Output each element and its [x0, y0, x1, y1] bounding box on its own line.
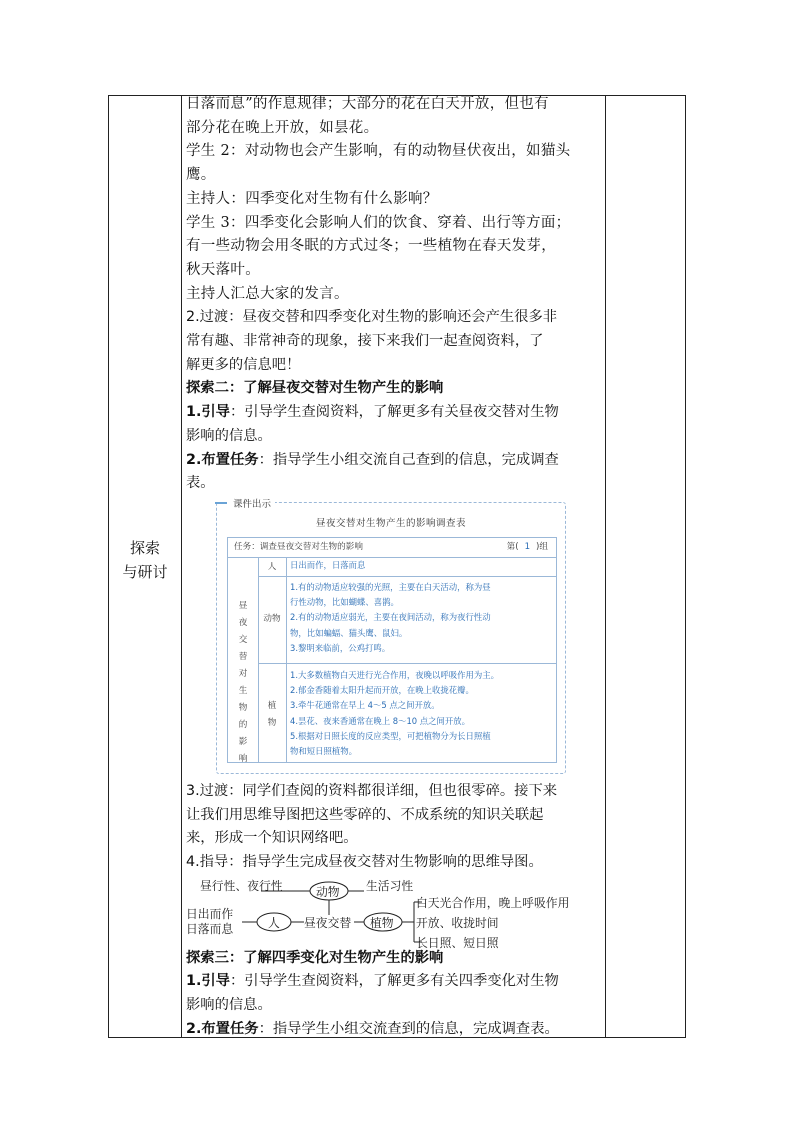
card-tag: 课件出示 [229, 496, 275, 510]
text-line: 2.过渡：昼夜交替和四季变化对生物的影响还会产生很多非 [186, 309, 558, 326]
person-left-label: 日出而作 日落而息 [186, 906, 234, 936]
text-line: 来，形成一个知识网络吧。 [186, 830, 358, 847]
plant-item: 白天光合作用，晚上呼吸作用 [416, 895, 570, 910]
animal-cell: 1.有的动物适应较强的光照，主要在白天活动，称为昼 行性动物，比如蝴蝶、喜鹊。 2.有的动物适应弱光，主要在夜间活动，称为夜行性动 物，比如蝙蝠、猫头鹰、鼠妇。 3.黎明来临前，公鸡打鸣。 [290, 581, 491, 653]
animal-label: 动物 [263, 613, 281, 624]
person-node: 人 [268, 915, 280, 930]
grid-line [286, 557, 287, 762]
text-line: 主持人：四季变化对生物有什么影响？ [186, 190, 438, 207]
section-content [186, 93, 598, 1042]
text-line: 常有趣、非常神奇的现象，接下来我们一起查阅资料，了 [186, 333, 544, 350]
section-label: 探索 与研讨 [122, 539, 168, 581]
text-line: 3.过渡：同学们查阅的资料都很详细，但也很零碎。接下来 [186, 782, 558, 799]
animal-left-label: 昼行性、夜行性 [200, 878, 283, 893]
card-title: 昼夜交替对生物产生的影响调查表 [315, 517, 466, 529]
plant-label: 植 物 [267, 700, 277, 728]
person-cell: 日出而作，日落而息 [290, 559, 366, 570]
plant-item: 开放、收拢时间 [416, 915, 499, 930]
survey-table [227, 537, 557, 763]
plant-cell: 1.大多数植物白天进行光合作用，夜晚以呼吸作用为主。 2.郁金香随着太阳升起而开放，在晚上收拢花瓣。 3.牵牛花通常在早上 4～5 点之间开放。 4.昙花、夜来香通常在晚上 8～10 点之间开放。 5.根据对日照长度的反应类型，可把植物分为长日照植 物和短日照植物。 [290, 669, 499, 756]
text-line: 有一些动物会用冬眠的方式过冬；一些植物在春天发芽， [186, 238, 556, 255]
text-line: 秋天落叶。 [186, 261, 260, 278]
survey-task: 任务：调查昼夜交替对生物的影响 第( 1 )组 [228, 538, 556, 558]
column-divider [605, 96, 606, 1037]
text-line: 4.指导：指导学生完成昼夜交替对生物影响的思维导图。 [186, 854, 543, 871]
text-line: 影响的信息。 [186, 997, 272, 1014]
grid-line [258, 576, 556, 577]
text-line: 2.布置任务：指导学生小组交流自己查到的信息，完成调查 [186, 451, 559, 468]
mind-map [186, 875, 598, 950]
text-line: 日落而息”的作息规律；大部分的花在白天开放，但也有 [186, 96, 549, 112]
column-divider [181, 96, 182, 1037]
text-line: 1.引导：引导学生查阅资料，了解更多有关昼夜交替对生物 [186, 404, 559, 421]
text-line: 学生 3：四季变化会影响人们的饮食、穿着、出行等方面； [186, 214, 571, 231]
group-number: 第( 1 )组 [506, 541, 548, 552]
text-line: 影响的信息。 [186, 427, 272, 444]
animal-node: 动物 [316, 884, 340, 899]
text-line: 让我们用思维导图把这些零碎的、不成系统的知识关联起 [186, 806, 544, 823]
text-line: 部分花在晚上开放，如昙花。 [186, 119, 379, 136]
animal-right-label: 生活习性 [366, 878, 414, 893]
text-line: 1.引导：引导学生查阅资料，了解更多有关四季变化对生物 [186, 973, 559, 990]
text-line: 解更多的信息吧！ [186, 356, 301, 373]
person-label: 人 [267, 561, 277, 572]
plant-item: 长日照、短日照 [416, 935, 499, 950]
grid-line [258, 663, 556, 664]
courseware-card [216, 498, 566, 774]
text-line: 学生 2：对动物也会产生影响，有的动物昼伏夜出，如猫头 [186, 143, 571, 160]
explore-three-heading: 探索三：了解四季变化对生物产生的影响 [186, 949, 444, 966]
center-node: 昼夜交替 [304, 915, 352, 930]
text-line: 主持人汇总大家的发言。 [186, 285, 349, 302]
text-line: 鹰。 [186, 167, 216, 184]
row-head: 昼 夜 交 替 对 生 物 的 影 响 [238, 600, 248, 764]
plant-node: 植物 [370, 915, 394, 930]
explore-two-heading: 探索二：了解昼夜交替对生物产生的影响 [186, 380, 444, 397]
text-line: 表。 [186, 475, 215, 492]
text-line: 2.布置任务：指导学生小组交流查到的信息，完成调查表。 [186, 1020, 559, 1037]
